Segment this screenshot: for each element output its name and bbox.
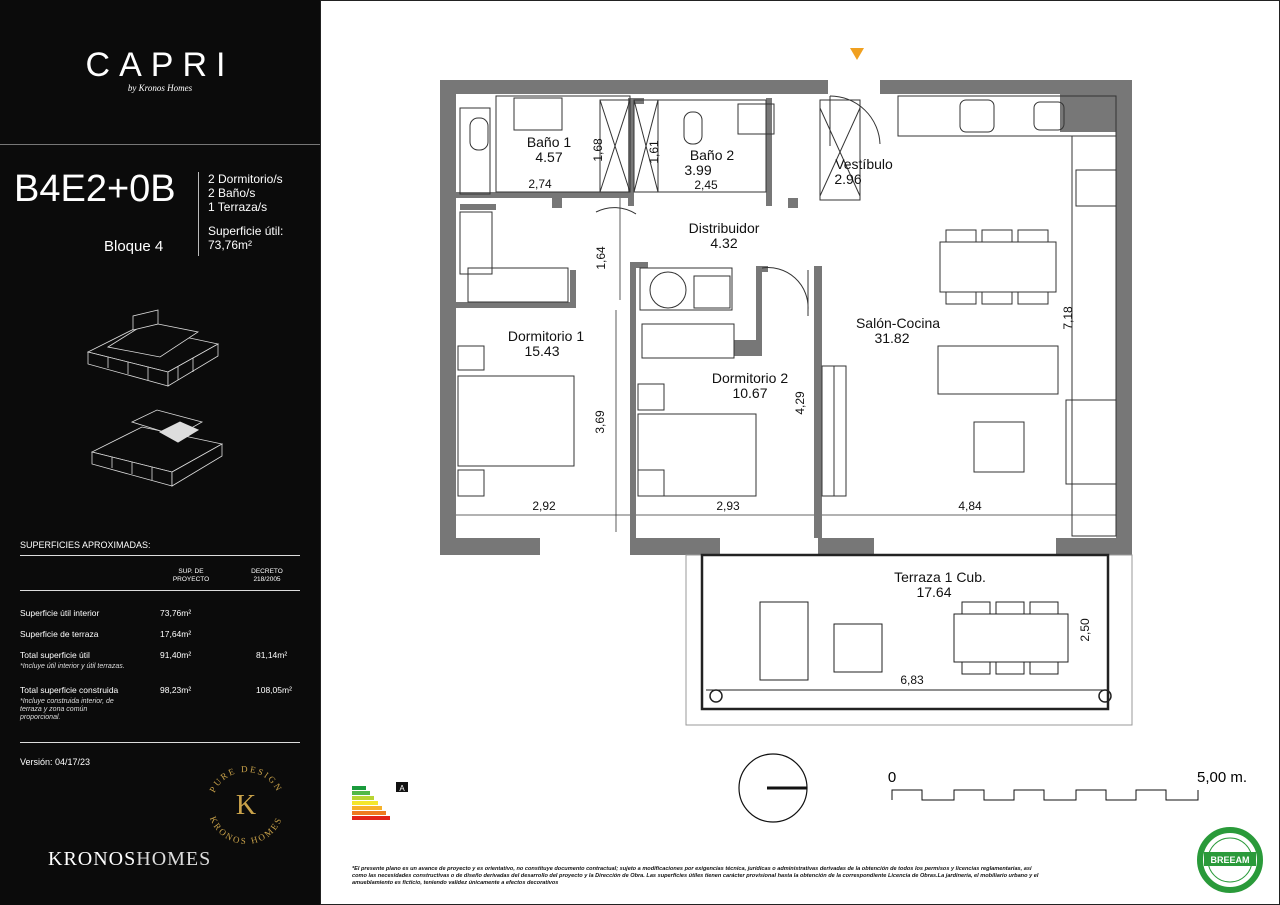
energy-rating-icon bbox=[352, 782, 408, 820]
row-note: *Incluye construida interior, de terraza y zona común proporcional. bbox=[20, 698, 114, 721]
dim-label: 2,74 bbox=[528, 177, 552, 191]
pure-design-seal bbox=[196, 756, 296, 856]
spec-bathrooms: 2 Baño/s bbox=[208, 186, 256, 200]
useful-value: 73,76m² bbox=[208, 238, 253, 252]
building-isometric-bottom bbox=[82, 402, 232, 492]
north-symbol bbox=[739, 754, 807, 822]
scale-bar bbox=[892, 790, 1198, 800]
energy-bar bbox=[352, 811, 386, 815]
kronos-homes-logo bbox=[48, 848, 211, 871]
room-area: 3.99 bbox=[684, 162, 712, 178]
dim-label: 2,45 bbox=[694, 178, 718, 192]
room-name: Dormitorio 1 bbox=[507, 328, 585, 344]
unit-specs bbox=[208, 172, 283, 252]
divider bbox=[0, 144, 320, 145]
block-label: Bloque 4 bbox=[104, 238, 164, 255]
dim-label: 4,29 bbox=[793, 391, 807, 415]
disclaimer: *El presente plano es un avance de proyecto y es orientativo, no constituye documento contractual; sujeto a modificaciones por exigencias técnica, jurídicas o administrativas derivadas de la obtención de todos los permisos y licencias reglamentarias, así como las necesidades constructivas o de diseño derivadas del desarrollo del proyecto y la Dirección de Obra. Las superficies útiles tienen carácter provisional hasta la obtención de la correspondiente Licencia de Obras.La jardinería, el mobiliario urbano y el amueblamiento es ficticio, teniendo validez únicamente a efectos decorativos bbox=[352, 866, 1039, 886]
logo-light: HOMES bbox=[136, 848, 212, 870]
col-header-project: SUP. DE PROYECTO bbox=[172, 568, 210, 583]
row-label: Superficie de terraza bbox=[20, 629, 99, 639]
room-name: Terraza 1 Cub. bbox=[894, 569, 986, 585]
breeam-text: BREEAM bbox=[1210, 855, 1250, 865]
dimensions bbox=[528, 138, 1092, 687]
spec-bedrooms: 2 Dormitorio/s bbox=[208, 172, 283, 186]
room-area: 17.64 bbox=[916, 584, 952, 600]
capri-logo bbox=[70, 46, 250, 93]
room-name: Salón-Cocina bbox=[855, 315, 941, 331]
row-decree-value: 108,05m² bbox=[256, 685, 292, 695]
room-name: Dormitorio 2 bbox=[711, 370, 789, 386]
room-area: 10.67 bbox=[732, 385, 768, 401]
dim-label: 1,68 bbox=[591, 138, 605, 162]
plan-border bbox=[321, 1, 1280, 905]
room-area: 31.82 bbox=[874, 330, 910, 346]
dim-label: 2,92 bbox=[532, 499, 556, 513]
building-isometric-top bbox=[78, 302, 228, 402]
breeam-logo bbox=[1200, 830, 1260, 890]
floor-plan bbox=[320, 0, 1280, 905]
svg-text:KRONOS HOMES: KRONOS HOMES bbox=[207, 814, 285, 847]
row-project-value: 73,76m² bbox=[160, 608, 192, 618]
surfaces-title: SUPERFICIES APROXIMADAS: bbox=[20, 540, 151, 550]
energy-bar bbox=[352, 816, 390, 820]
useful-label: Superficie útil: bbox=[208, 224, 284, 238]
version-label: Versión: 04/17/23 bbox=[20, 757, 91, 767]
room-name: Baño 1 bbox=[526, 134, 572, 150]
scale-end: 5,00 m. bbox=[1196, 769, 1248, 786]
room-area: 2.96 bbox=[834, 171, 862, 187]
row-note: *Incluye útil interior y útil terrazas. bbox=[20, 663, 125, 670]
spec-terraces: 1 Terraza/s bbox=[208, 200, 268, 214]
energy-bar bbox=[352, 786, 366, 790]
dim-label: 2,93 bbox=[716, 499, 740, 513]
row-project-value: 98,23m² bbox=[160, 685, 192, 695]
row-label: Total superficie útil bbox=[20, 650, 90, 660]
unit-code: B4E2+0B bbox=[14, 168, 176, 210]
logo-bold: KRONOS bbox=[48, 848, 137, 870]
row-label: Total superficie construida bbox=[20, 685, 119, 695]
divider bbox=[20, 742, 300, 743]
dim-label: 2,50 bbox=[1078, 618, 1092, 642]
energy-bar bbox=[352, 791, 370, 795]
logo-wordmark: CAPRI bbox=[85, 46, 235, 84]
room-labels bbox=[508, 134, 986, 600]
dim-label: 6,83 bbox=[900, 673, 924, 687]
entry-marker bbox=[850, 48, 864, 60]
dim-label: 4,84 bbox=[958, 499, 982, 513]
room-area: 15.43 bbox=[524, 343, 560, 359]
energy-bar bbox=[352, 796, 374, 800]
dim-label: 1,61 bbox=[647, 140, 661, 164]
divider bbox=[198, 172, 199, 256]
energy-bar bbox=[352, 801, 378, 805]
room-name: Baño 2 bbox=[689, 147, 735, 163]
energy-class: A bbox=[399, 784, 405, 793]
row-label: Superficie útil interior bbox=[20, 608, 100, 618]
row-project-value: 17,64m² bbox=[160, 629, 192, 639]
col-header-decree: DECRETO 218/2005 bbox=[251, 568, 283, 583]
seal-letter: K bbox=[235, 790, 257, 821]
row-decree-value: 81,14m² bbox=[256, 650, 288, 660]
room-name: Distribuidor bbox=[688, 220, 760, 236]
logo-subtitle: by Kronos Homes bbox=[127, 83, 193, 93]
divider bbox=[20, 590, 300, 591]
room-area: 4.57 bbox=[535, 149, 563, 165]
dim-label: 3,69 bbox=[593, 410, 607, 434]
room-area: 4.32 bbox=[710, 235, 738, 251]
scale-start: 0 bbox=[887, 769, 897, 786]
dim-label: 7,18 bbox=[1061, 306, 1075, 330]
row-project-value: 91,40m² bbox=[160, 650, 192, 660]
dimension-lines bbox=[456, 198, 1116, 532]
dim-label: 1,64 bbox=[594, 246, 608, 270]
svg-text:PURE DESIGN: PURE DESIGN bbox=[207, 763, 285, 795]
room-name: Vestíbulo bbox=[835, 156, 893, 172]
sidebar bbox=[0, 0, 320, 905]
energy-bar bbox=[352, 806, 382, 810]
divider bbox=[20, 555, 300, 556]
